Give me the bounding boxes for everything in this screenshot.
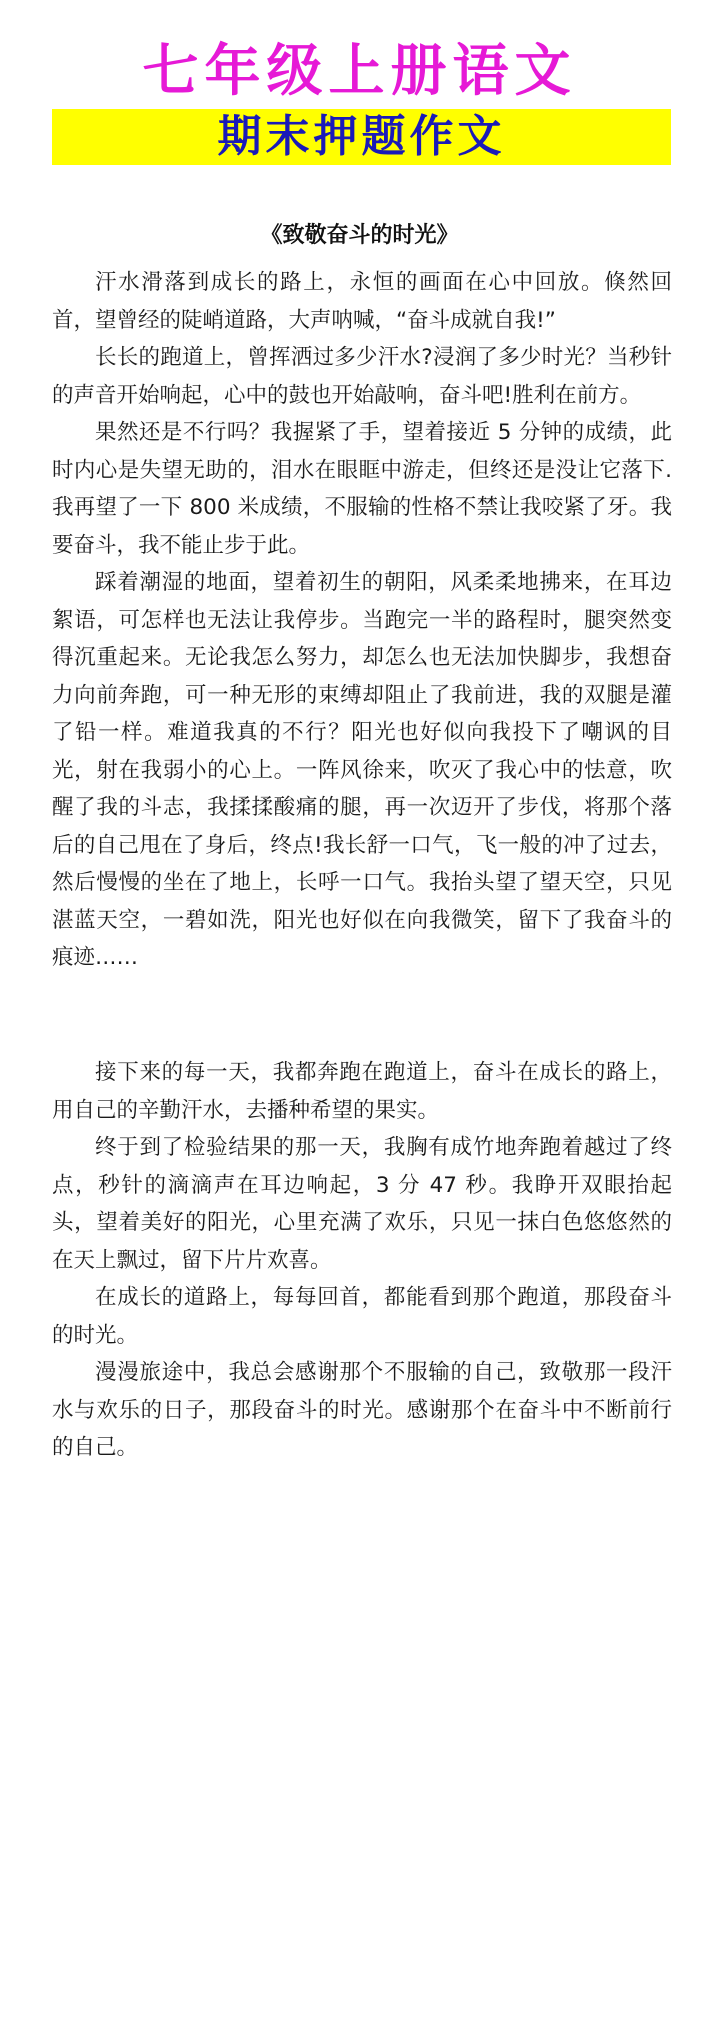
essay-paragraph: 接下来的每一天，我都奔跑在跑道上，奋斗在成长的路上，用自己的辛勤汗水，去播种希望的果实。 [52,1060,672,1123]
essay-section-2 [52,1054,672,1467]
title-banner: 期末押题作文 [52,109,671,165]
essay-paragraph: 踩着潮湿的地面，望着初生的朝阳，风柔柔地拂来，在耳边絮语，可怎样也无法让我停步。当跑完一半的路程时，腿突然变得沉重起来。无论我怎么努力，却怎么也无法加快脚步，我想奋力向前奔跑，可一种无形的束缚却阻止了我前进，我的双腿是灌了铅一样。难道我真的不行？阳光也好似向我投下了嘲讽的目光，射在我弱小的心上。一阵风徐来，吹灭了我心中的怯意，吹醒了我的斗志，我揉揉酸痛的腿，再一次迈开了步伐，将那个落后的自己甩在了身后，终点!我长舒一口气，飞一般的冲了过去，然后慢慢的坐在了地上，长呼一口气。我抬头望了望天空，只见湛蓝天空，一碧如洗，阳光也好似在向我微笑，留下了我奋斗的痕迹…… [52,570,672,970]
essay-paragraph: 长长的跑道上，曾挥洒过多少汗水?浸润了多少时光？当秒针的声音开始响起，心中的鼓也开始敲响，奋斗吧!胜利在前方。 [52,345,672,408]
main-title: 七年级上册语文 [142,38,577,104]
essay-paragraph: 汗水滑落到成长的路上，永恒的画面在心中回放。倏然回首，望曾经的陡峭道路，大声呐喊，“奋斗成就自我!” [52,270,672,333]
essay-paragraph: 终于到了检验结果的那一天，我胸有成竹地奔跑着越过了终点，秒针的滴滴声在耳边响起，3 分 47 秒。我睁开双眼抬起头，望着美好的阳光，心里充满了欢乐，只见一抹白色悠悠然的在天上飘过，留下片片欢喜。 [52,1135,672,1273]
essay-title: 《致敬奋斗的时光》 [260,223,459,248]
essay-section-1 [52,264,672,977]
essay-paragraph: 果然还是不行吗？我握紧了手，望着接近 5 分钟的成绩，此时内心是失望无助的，泪水在眼眶中游走，但终还是没让它落下.我再望了一下 800 米成绩，不服输的性格不禁让我咬紧了牙。我要奋斗，我不能止步于此。 [52,420,672,558]
essay-paragraph: 在成长的道路上，每每回首，都能看到那个跑道，那段奋斗的时光。 [52,1285,672,1348]
essay-paragraph: 漫漫旅途中，我总会感谢那个不服输的自己，致敬那一段汗水与欢乐的日子，那段奋斗的时光。感谢那个在奋斗中不断前行的自己。 [52,1360,672,1460]
